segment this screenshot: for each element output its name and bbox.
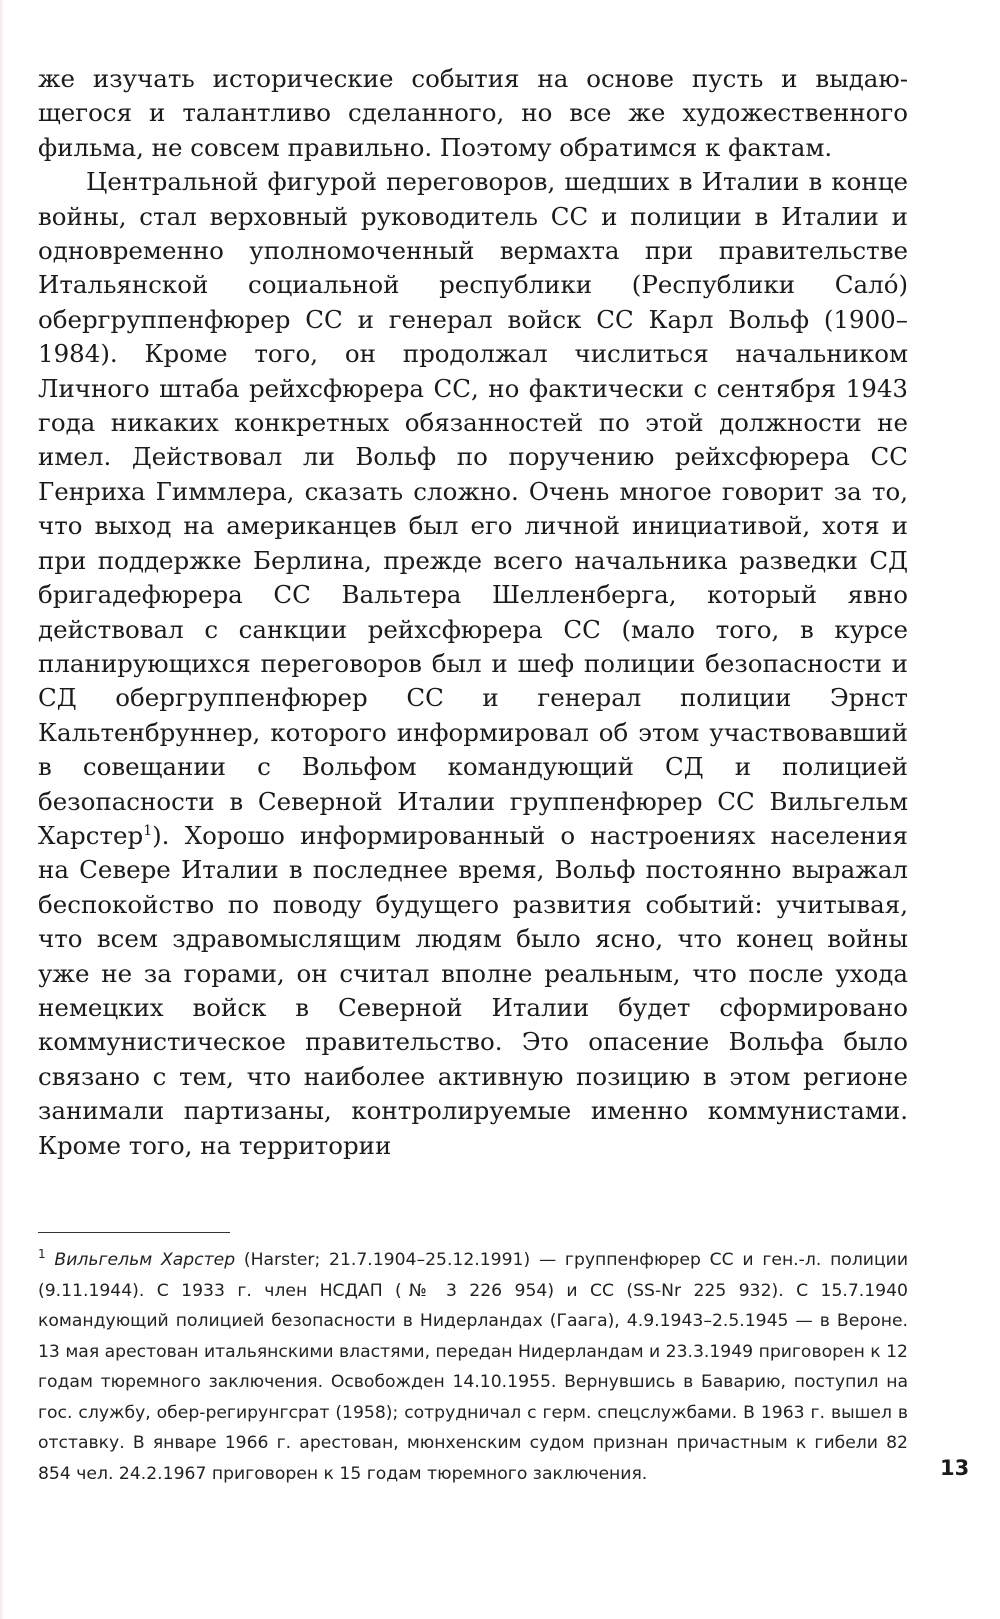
footnote-text: (Harster; 21.7.1904–25.12.1991) — группенфюрер СС и ген.-л. полиции (9.11.1944). С 1933 г. член НСДАП (№ 3 226 954) и СС (SS-Nr 225 932). С 15.7.1940 командующий полицией безопасности в Нидерландах (Гаага), 4.9.1943–2.5.1945 — в Вероне. 13 мая арестован итальянскими властями, передан Нидерландам и 23.3.1949 приговорен к 12 годам тюремного заключения. Освобожден 14.10.1955. Вернувшись в Баварию, поступил на гос. службу, обер-регирунгсрат (1958); сотрудничал с герм. спецслужбами. В 1963 г. вышел в отставку. В январе 1966 г. арестован, мюнхенским судом признан причастным к гибели 82 854 чел. 24.2.1967 приговорен к 15 годам тюремного заключения. (38, 1250, 909, 1484)
paragraph-1: же изучать исторические события на основе пусть и выдающегося и талантливо сделанного, но все же художественного фильма, не совсем правильно. Поэтому обратимся к фактам. (38, 64, 908, 162)
footnote (38, 1245, 908, 1489)
page-number: 13 (940, 1456, 970, 1480)
footnote-marker: 1 (38, 1247, 46, 1261)
footnote-separator (38, 1232, 230, 1233)
main-text (38, 62, 908, 1163)
paragraph-2 (38, 165, 908, 1163)
footnote-person-name: Вильгельм Харстер (54, 1250, 236, 1270)
footnote-reference[interactable]: 1 (143, 822, 153, 839)
page-edge (0, 0, 4, 1619)
paragraph-2-text-end: ). Хорошо информированный о настроениях населения на Севере Италии в последнее время, Вольф постоянно выражал беспокойство по поводу будущего развития событий: учитывая, что всем здравомыслящим людям было ясно, что конец войны уже не за горами, он считал вполне реальным, что после ухода немецких войск в Северной Италии будет сформировано коммунистическое правительство. Это опасение Вольфа было связано с тем, что наиболее активную позицию в этом регионе занимали партизаны, контролируемые именно коммунистами. Кроме того, на территории (38, 820, 908, 1160)
paragraph-2-text-start: Центральной фигурой переговоров, шедших в Италии в конце войны, стал верховный руководитель СС и полиции в Италии и одновременно уполномоченный вермахта при правительстве Итальянской социальной республики (Республики Сало́) обергруппенфюрер СС и генерал войск СС Карл Вольф (1900–1984). Кроме того, он продолжал числиться начальником Личного штаба рейхсфюрера СС, но фактически с сентября 1943 года никаких конкретных обязанностей по этой должности не имел. Действовал ли Вольф по поручению рейхсфюрера СС Генриха Гиммлера, сказать сложно. Очень многое говорит за то, что выход на американцев был его личной инициативой, хотя и при поддержке Берлина, прежде всего начальника разведки СД бригадефюрера СС Вальтера Шелленберга, который явно действовал с санкции рейхсфюрера СС (мало того, в курсе планирующихся переговоров был и шеф полиции безопасности и СД обергруппенфюрер СС и генерал полиции Эрнст Кальтенбруннер, которого информировал об этом участвовавший в совещании с Вольфом командующий СД и полицией безопасности в Северной Италии группенфюрер СС Вильгельм Харстер (38, 167, 908, 850)
